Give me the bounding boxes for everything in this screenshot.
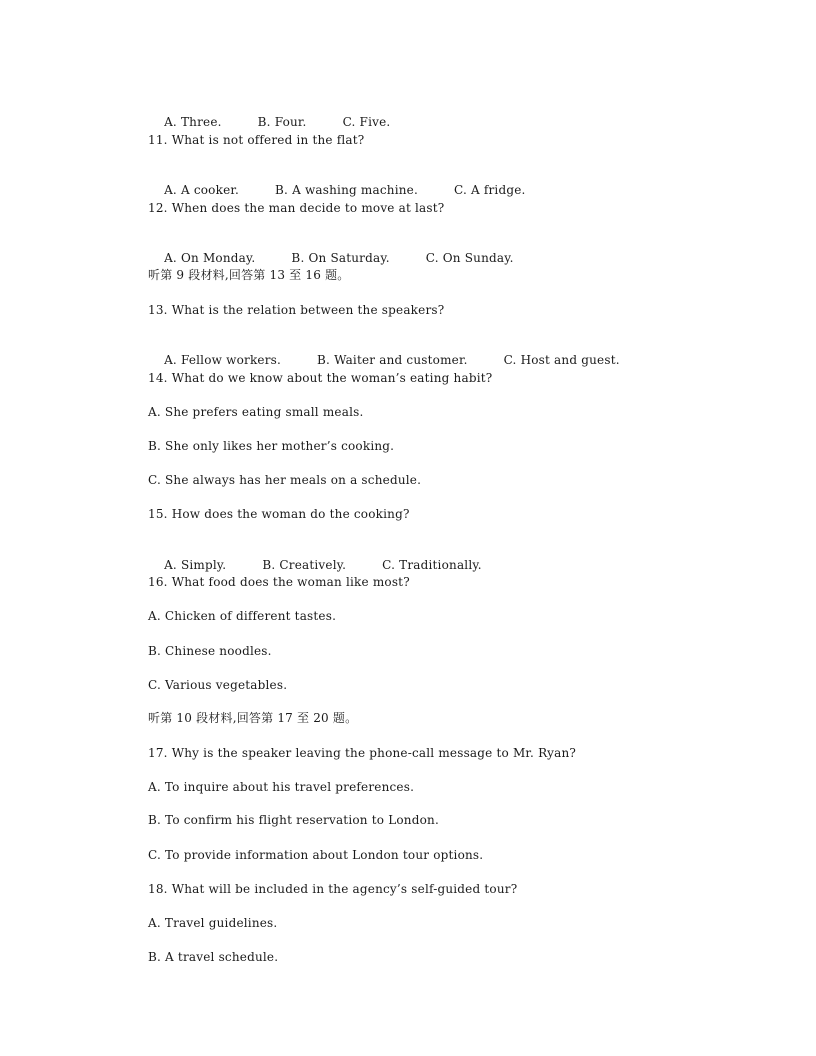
option-a: A. Three. xyxy=(164,115,222,129)
option-b: B. On Saturday. xyxy=(291,251,390,265)
question-17: 17. Why is the speaker leaving the phone-call message to Mr. Ryan? xyxy=(148,746,577,760)
option-b: B. A washing machine. xyxy=(275,183,418,197)
q17-option-a: A. To inquire about his travel preferences. xyxy=(148,780,415,794)
q18-option-a: A. Travel guidelines. xyxy=(148,916,278,930)
option-b: B. Waiter and customer. xyxy=(317,353,468,367)
q16-option-c: C. Various vegetables. xyxy=(148,678,288,692)
option-c: C. Host and guest. xyxy=(503,353,620,367)
question-16: 16. What food does the woman like most? xyxy=(148,575,410,589)
question-15: 15. How does the woman do the cooking? xyxy=(148,507,410,521)
q14-option-b: B. She only likes her mother’s cooking. xyxy=(148,439,395,453)
option-c: C. A fridge. xyxy=(453,183,526,197)
q18-option-b: B. A travel schedule. xyxy=(148,950,279,964)
option-c: C. Five. xyxy=(342,115,391,129)
option-a: A. On Monday. xyxy=(164,251,256,265)
option-a: A. A cooker. xyxy=(164,183,240,197)
option-a: A. Simply. xyxy=(164,558,227,572)
section-heading-9: 听第 9 段材料,回答第 13 至 16 题。 xyxy=(148,268,350,282)
q14-option-a: A. She prefers eating small meals. xyxy=(148,405,364,419)
q16-option-b: B. Chinese noodles. xyxy=(148,644,272,658)
section-heading-10: 听第 10 段材料,回答第 17 至 20 题。 xyxy=(148,711,358,725)
option-b: B. Four. xyxy=(257,115,307,129)
option-c: C. Traditionally. xyxy=(382,558,482,572)
question-13: 13. What is the relation between the speakers? xyxy=(148,303,445,317)
option-c: C. On Sunday. xyxy=(425,251,514,265)
option-b: B. Creatively. xyxy=(262,558,347,572)
q17-option-c: C. To provide information about London tour options. xyxy=(148,848,484,862)
option-a: A. Fellow workers. xyxy=(164,353,282,367)
question-18: 18. What will be included in the agency’s self-guided tour? xyxy=(148,882,518,896)
q16-option-a: A. Chicken of different tastes. xyxy=(148,609,337,623)
question-14: 14. What do we know about the woman’s eating habit? xyxy=(148,371,493,385)
question-11: 11. What is not offered in the flat? xyxy=(148,133,365,147)
q17-option-b: B. To confirm his flight reservation to London. xyxy=(148,813,439,827)
question-12: 12. When does the man decide to move at last? xyxy=(148,201,445,215)
q14-option-c: C. She always has her meals on a schedule. xyxy=(148,473,422,487)
